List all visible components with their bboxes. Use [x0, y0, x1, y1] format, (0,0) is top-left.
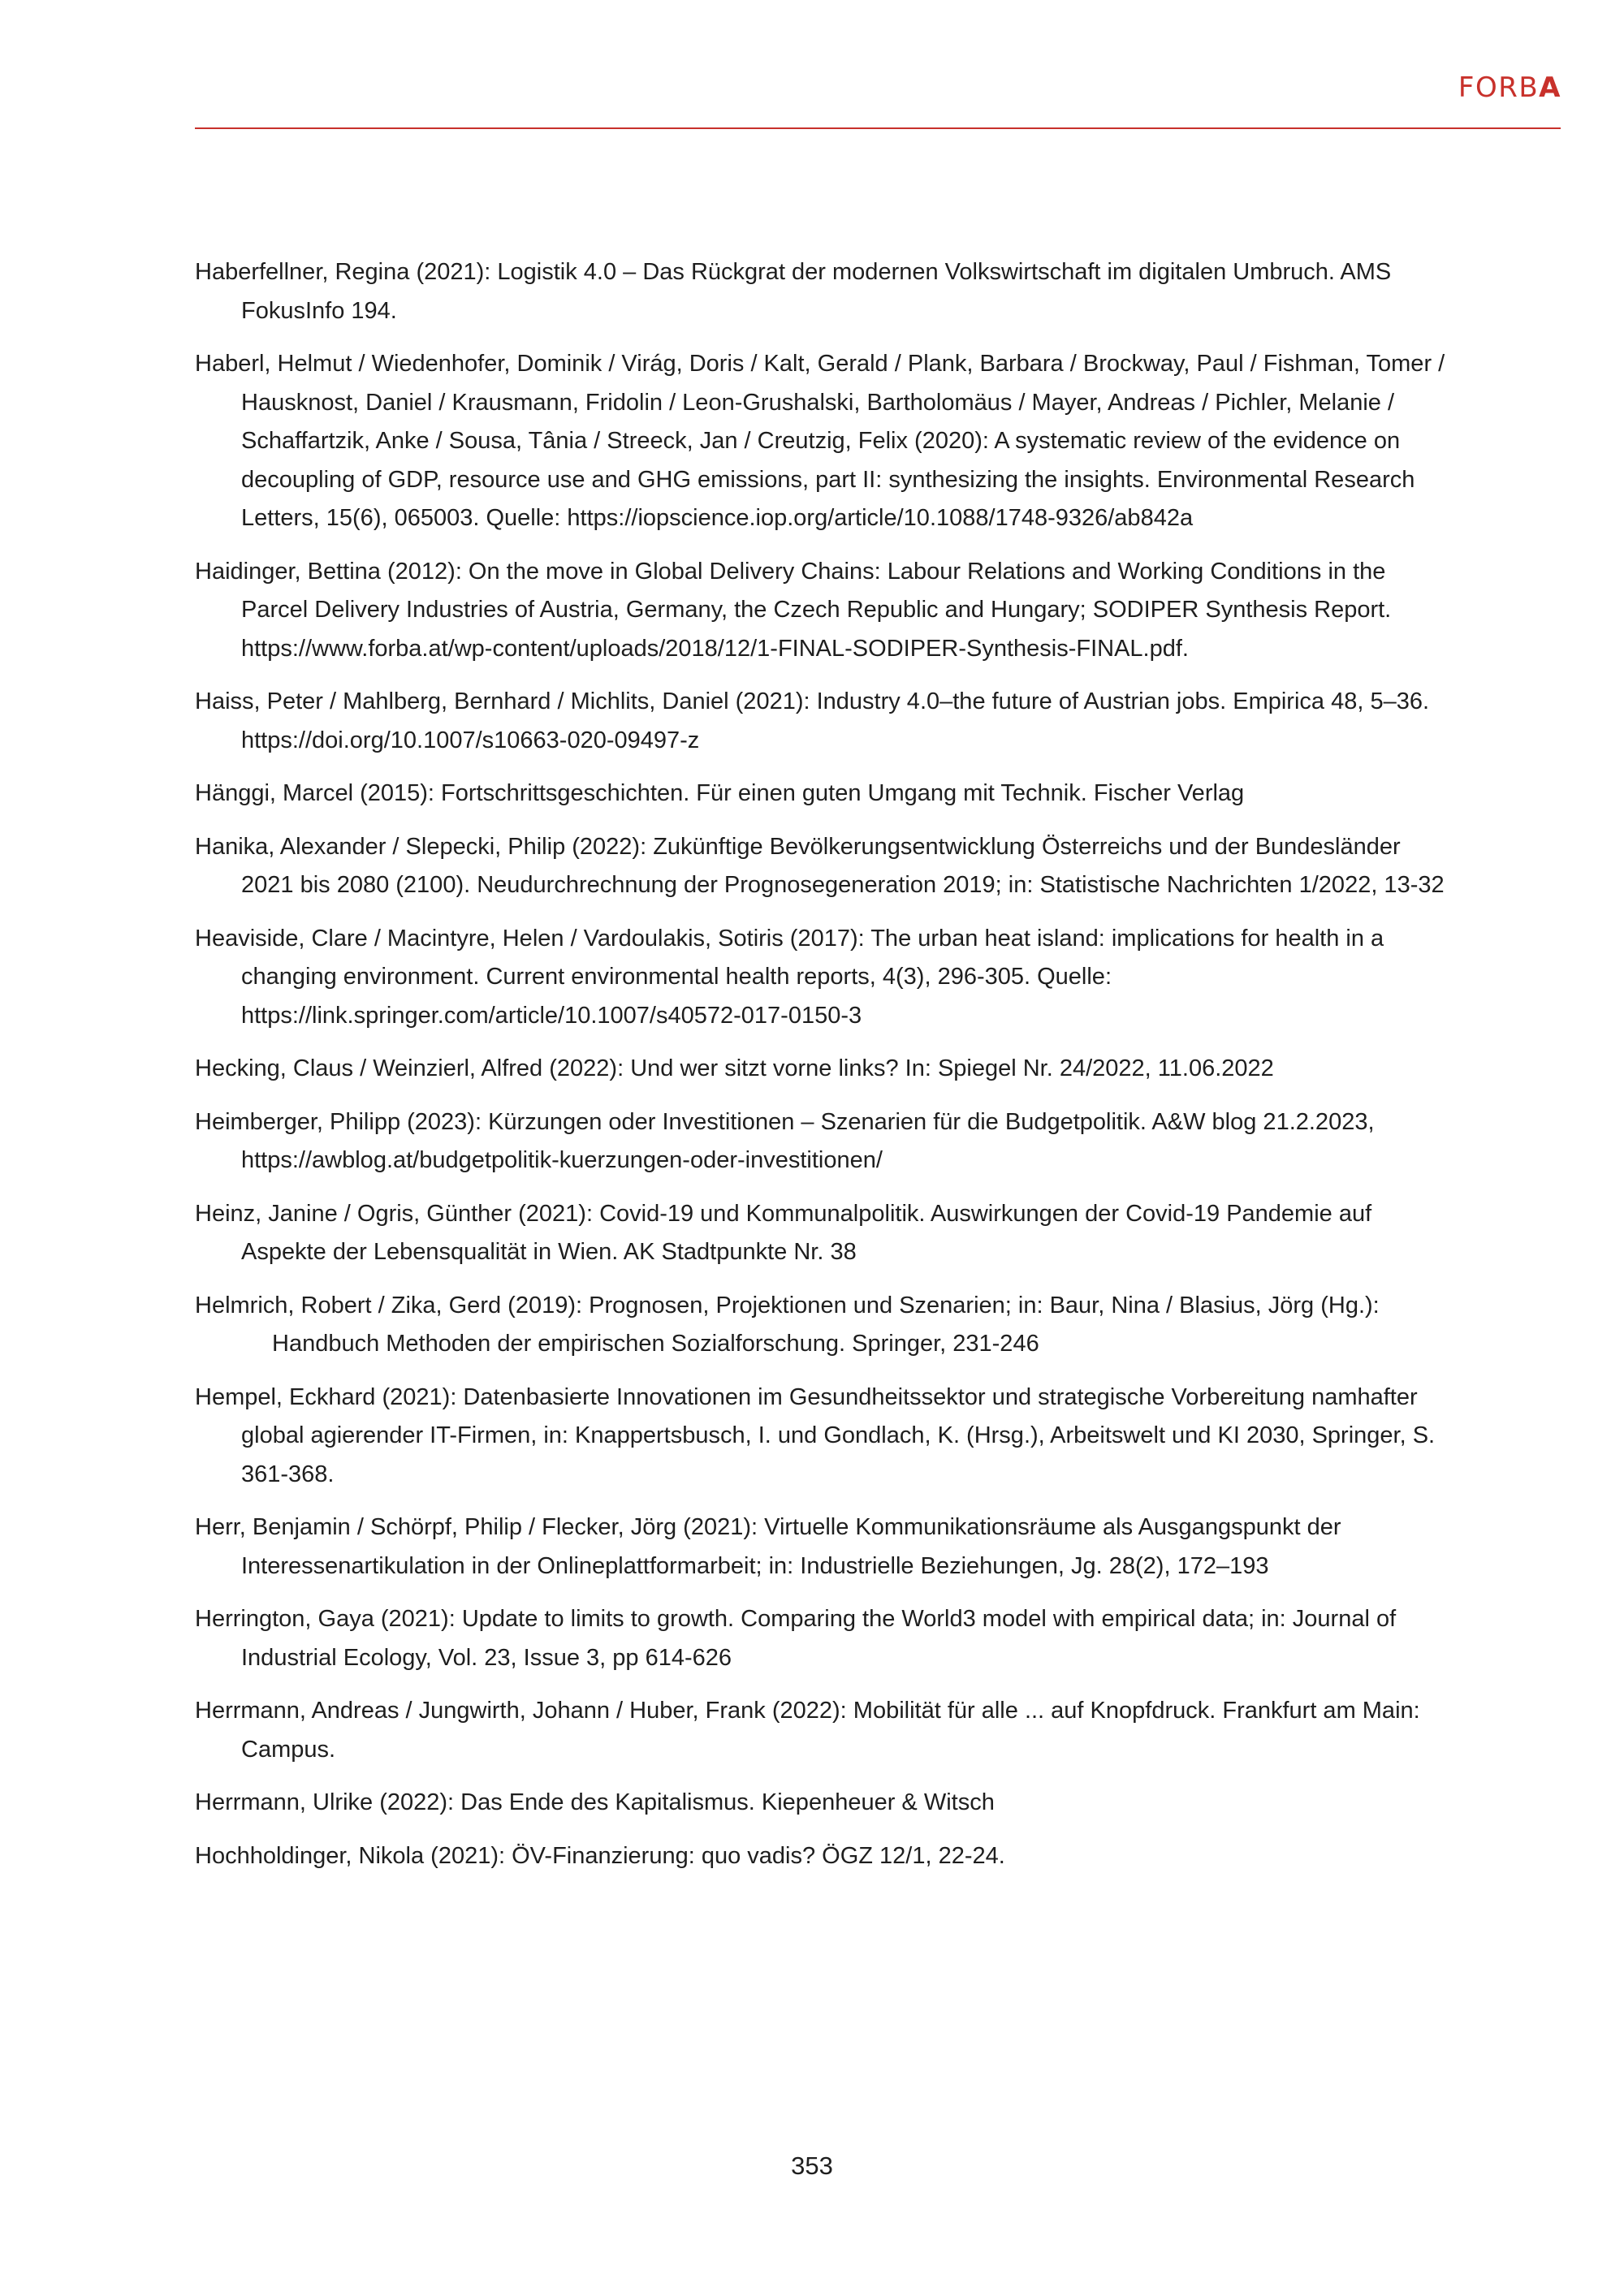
reference-entry: Helmrich, Robert / Zika, Gerd (2019): Prognosen, Projektionen und Szenarien; in: Baur, Nina / Blasius, Jörg (Hg.): Handbuch Methoden der empirischen Sozialforschung. Springer, 231-246	[195, 1292, 1380, 1357]
reference-entry: Haberl, Helmut / Wiedenhofer, Dominik / Virág, Doris / Kalt, Gerald / Plank, Barbara / Brockway, Paul / Fishman, Tomer / Hausknost, Daniel / Krausmann, Fridolin / Leon-Grushalski, Bartholomäus / Mayer, Andreas / Pichler, Melanie / Schaffartzik, Anke / Sousa, Tânia / Streeck, Jan / Creutzig, Felix (2020): A systematic review of the evidence on decoupling of GDP, resource use and GHG emissions, part II: synthesizing the insights. Environmental Research Letters, 15(6), 065003. Quelle: https://iopscience.iop.org/article/10.1088/1748-9326/ab842a	[195, 351, 1445, 531]
reference-entry: Heimberger, Philipp (2023): Kürzungen oder Investitionen – Szenarien für die Budgetpolitik. A&W blog 21.2.2023, https://awblog.at/budgetpolitik-kuerzungen-oder-investitionen/	[195, 1108, 1375, 1173]
reference-entry: Haiss, Peter / Mahlberg, Bernhard / Michlits, Daniel (2021): Industry 4.0–the future of Austrian jobs. Empirica 48, 5–36. https://doi.org/10.1007/s10663-020-09497-z	[195, 688, 1430, 753]
header-divider	[195, 127, 1561, 129]
reference-entry: Herr, Benjamin / Schörpf, Philip / Flecker, Jörg (2021): Virtuelle Kommunikationsräume als Ausgangspunkt der Interessenartikulation in der Onlineplattformarbeit; in: Industrielle Beziehungen, Jg. 28(2), 172–193	[195, 1514, 1341, 1579]
reference-entry: Herrmann, Ulrike (2022): Das Ende des Kapitalismus. Kiepenheuer & Witsch	[195, 1789, 995, 1815]
page-number: 353	[791, 2151, 833, 2180]
reference-entry: Hochholdinger, Nikola (2021): ÖV-Finanzierung: quo vadis? ÖGZ 12/1, 22-24.	[195, 1842, 1005, 1869]
reference-entry: Herrmann, Andreas / Jungwirth, Johann / Huber, Frank (2022): Mobilität für alle ... auf Knopfdruck. Frankfurt am Main: Campus.	[195, 1698, 1420, 1763]
reference-entry: Herrington, Gaya (2021): Update to limits to growth. Comparing the World3 model with empirical data; in: Journal of Industrial Ecology, Vol. 23, Issue 3, pp 614-626	[195, 1606, 1397, 1671]
reference-entry: Hecking, Claus / Weinzierl, Alfred (2022): Und wer sitzt vorne links? In: Spiegel Nr. 24/2022, 11.06.2022	[195, 1055, 1274, 1081]
reference-entry: Heinz, Janine / Ogris, Günther (2021): Covid-19 und Kommunalpolitik. Auswirkungen der Covid-19 Pandemie auf Aspekte der Lebensqualität in Wien. AK Stadtpunkte Nr. 38	[195, 1200, 1372, 1265]
reference-list	[195, 253, 1445, 1890]
forba-logo	[1458, 71, 1561, 104]
reference-entry: Hänggi, Marcel (2015): Fortschrittsgeschichten. Für einen guten Umgang mit Technik. Fischer Verlag	[195, 780, 1245, 806]
reference-entry: Haidinger, Bettina (2012): On the move in Global Delivery Chains: Labour Relations and Working Conditions in the Parcel Delivery Industries of Austria, Germany, the Czech Republic and Hungary; SODIPER Synthesis Report. https://www.forba.at/wp-content/uploads/2018/12/1-FINAL-SODIPER-Synthesis-FINAL.pdf.	[195, 558, 1392, 662]
reference-entry: Hempel, Eckhard (2021): Datenbasierte Innovationen im Gesundheitssektor und strategische Vorbereitung namhafter global agierender IT-Firmen, in: Knappertsbusch, I. und Gondlach, K. (Hrsg.), Arbeitswelt und KI 2030, Springer, S. 361-368.	[195, 1383, 1436, 1487]
logo-text-bold: A	[1539, 71, 1561, 104]
logo-text-regular: FORB	[1458, 71, 1540, 104]
reference-entry: Haberfellner, Regina (2021): Logistik 4.0 – Das Rückgrat der modernen Volkswirtschaft im digitalen Umbruch. AMS FokusInfo 194.	[195, 259, 1392, 324]
reference-entry: Heaviside, Clare / Macintyre, Helen / Vardoulakis, Sotiris (2017): The urban heat island: implications for health in a changing environment. Current environmental health reports, 4(3), 296-305. Quelle: https://link.springer.com/article/10.1007/s40572-017-0150-3	[195, 925, 1384, 1029]
reference-entry: Hanika, Alexander / Slepecki, Philip (2022): Zukünftige Bevölkerungsentwicklung Österreichs und der Bundesländer 2021 bis 2080 (2100). Neudurchrechnung der Prognosegeneration 2019; in: Statistische Nachrichten 1/2022, 13-32	[195, 833, 1445, 898]
